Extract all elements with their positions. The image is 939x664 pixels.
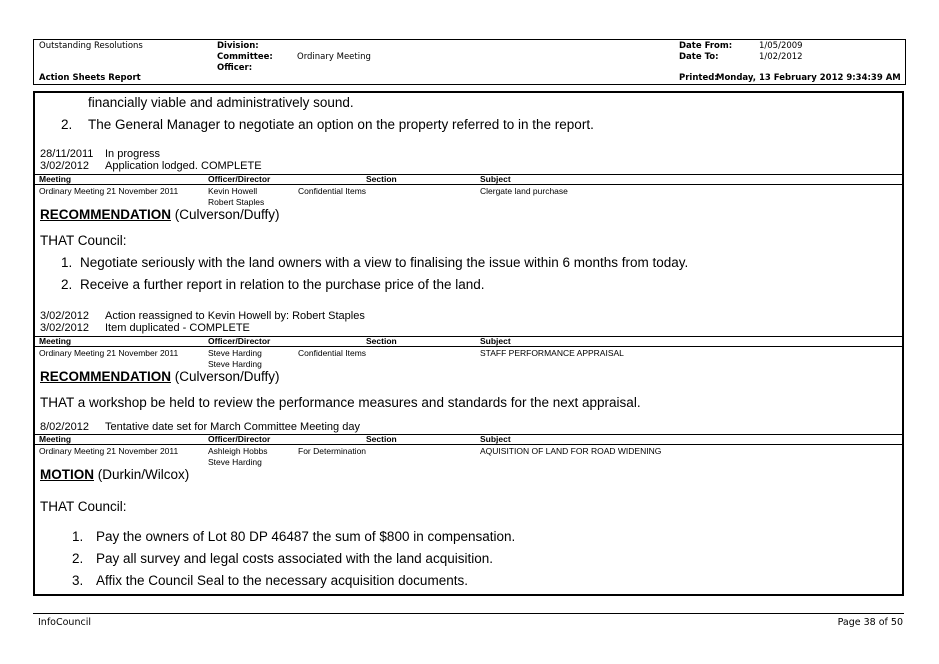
date-to-label: Date To:: [679, 52, 719, 62]
list-item-text: Pay all survey and legal costs associated with the land acquisition.: [96, 551, 493, 566]
section-cell: Confidential Items: [298, 348, 367, 358]
log-date: 28/11/2011: [40, 148, 94, 160]
report-name: Outstanding Resolutions: [39, 41, 143, 51]
table-header-row: [35, 434, 902, 445]
officer-cell: Steve Harding: [208, 359, 262, 369]
report-header: [33, 39, 906, 85]
log-date: 8/02/2012: [40, 421, 89, 433]
list-number: 1.: [72, 529, 84, 544]
committee-label: Committee:: [217, 52, 273, 62]
log-date: 3/02/2012: [40, 322, 89, 334]
recommendation-heading: [40, 207, 280, 222]
list-item-text: Affix the Council Seal to the necessary acquisition documents.: [96, 573, 468, 588]
log-text: Item duplicated - COMPLETE: [105, 322, 250, 334]
list-number: 2.: [61, 277, 73, 292]
resolution-intro: THAT Council:: [40, 499, 127, 514]
col-section: Section: [366, 434, 397, 444]
division-label: Division:: [217, 41, 259, 51]
list-number: 1.: [61, 255, 73, 270]
list-item-text: Receive a further report in relation to the purchase price of the land.: [80, 277, 485, 292]
committee-value: Ordinary Meeting: [297, 52, 371, 62]
list-number: 2.: [61, 117, 73, 132]
motion-heading: [40, 467, 189, 482]
printed-label: Printed:: [679, 73, 718, 83]
meeting-cell: Ordinary Meeting 21 November 2011: [39, 186, 179, 196]
col-subject: Subject: [480, 174, 511, 184]
date-from-label: Date From:: [679, 41, 733, 51]
subject-cell: AQUISITION OF LAND FOR ROAD WIDENING: [480, 446, 662, 456]
officer-cell: Robert Staples: [208, 197, 265, 207]
table-header-row: [35, 174, 902, 185]
col-officer: Officer/Director: [208, 434, 271, 444]
col-officer: Officer/Director: [208, 174, 271, 184]
meeting-cell: Ordinary Meeting 21 November 2011: [39, 348, 179, 358]
log-date: 3/02/2012: [40, 160, 89, 172]
col-meeting: Meeting: [39, 174, 72, 184]
date-to-value: 1/02/2012: [759, 52, 803, 62]
officer-cell: Ashleigh Hobbs: [208, 446, 268, 456]
recommendation-heading: [40, 369, 280, 384]
list-item-text: The General Manager to negotiate an option on the property referred to in the report.: [88, 117, 594, 132]
footer-divider: [33, 613, 904, 614]
recommendation-label: RECOMMENDATION: [40, 207, 171, 222]
motion-movers: (Durkin/Wilcox): [97, 467, 190, 482]
col-subject: Subject: [480, 434, 511, 444]
section-cell: Confidential Items: [298, 186, 367, 196]
log-text: Application lodged. COMPLETE: [105, 160, 262, 172]
officer-cell: Steve Harding: [208, 457, 262, 467]
col-meeting: Meeting: [39, 336, 72, 346]
date-from-value: 1/05/2009: [759, 41, 803, 51]
log-text: In progress: [105, 148, 161, 160]
list-item-text: Pay the owners of Lot 80 DP 46487 the sum of $800 in compensation.: [96, 529, 516, 544]
printed-value: Monday, 13 February 2012 9:34:39 AM: [716, 73, 901, 83]
recommendation-label: RECOMMENDATION: [40, 369, 171, 384]
recommendation-movers: (Culverson/Duffy): [174, 369, 280, 384]
col-meeting: Meeting: [39, 434, 72, 444]
col-section: Section: [366, 336, 397, 346]
subject-cell: Clergate land purchase: [480, 186, 568, 196]
log-text: Tentative date set for March Committee Meeting day: [105, 421, 360, 433]
section-cell: For Determination: [298, 446, 367, 456]
subject-cell: STAFF PERFORMANCE APPRAISAL: [480, 348, 624, 358]
continuation-line: financially viable and administratively sound.: [88, 95, 354, 110]
action-sheets-body: [33, 91, 904, 596]
resolution-intro: THAT a workshop be held to review the performance measures and standards for the next appraisal.: [40, 395, 641, 410]
resolution-intro: THAT Council:: [40, 233, 127, 248]
table-header-row: [35, 336, 902, 347]
list-number: 3.: [72, 573, 84, 588]
officer-cell: Steve Harding: [208, 348, 262, 358]
report-type: Action Sheets Report: [39, 73, 141, 83]
list-number: 2.: [72, 551, 84, 566]
col-officer: Officer/Director: [208, 336, 271, 346]
motion-label: MOTION: [40, 467, 94, 482]
col-subject: Subject: [480, 336, 511, 346]
footer-page-number: Page 38 of 50: [837, 617, 903, 628]
list-item-text: Negotiate seriously with the land owners with a view to finalising the issue within 6 months from today.: [80, 255, 689, 270]
officer-cell: Kevin Howell: [208, 186, 258, 196]
log-text: Action reassigned to Kevin Howell by: Robert Staples: [105, 310, 365, 322]
footer-app-name: InfoCouncil: [38, 617, 91, 628]
officer-label: Officer:: [217, 63, 253, 73]
log-date: 3/02/2012: [40, 310, 89, 322]
col-section: Section: [366, 174, 397, 184]
meeting-cell: Ordinary Meeting 21 November 2011: [39, 446, 179, 456]
recommendation-movers: (Culverson/Duffy): [174, 207, 280, 222]
